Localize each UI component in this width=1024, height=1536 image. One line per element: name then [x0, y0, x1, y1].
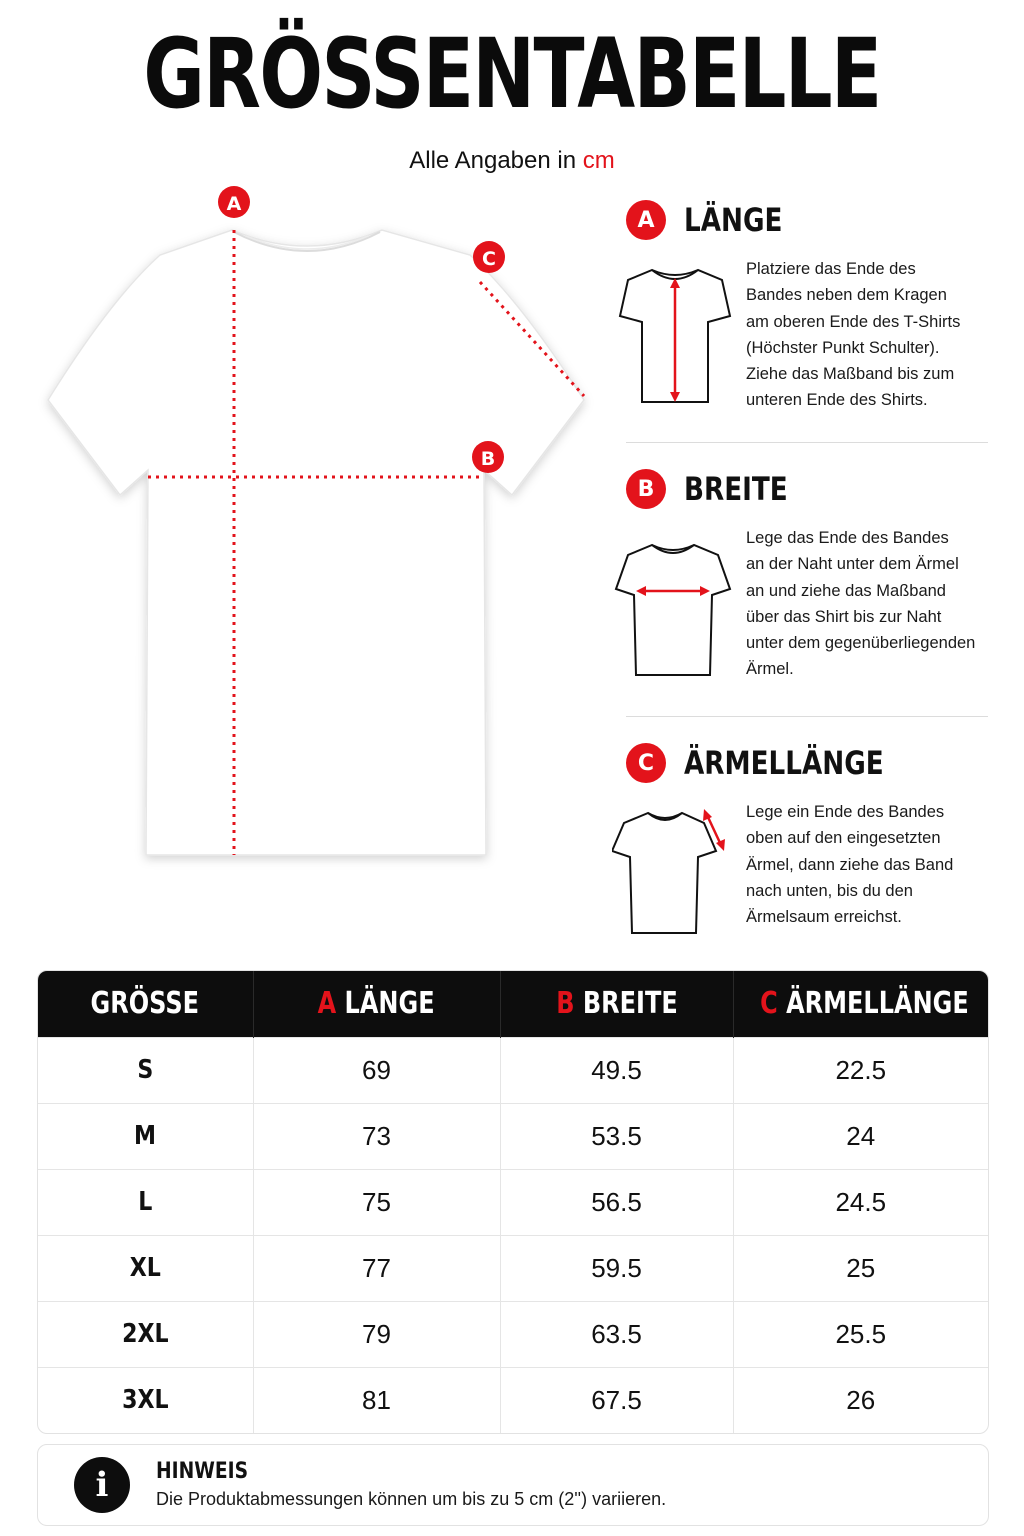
table-row	[38, 1235, 988, 1301]
section-divider	[626, 716, 988, 717]
table-row	[38, 1037, 988, 1103]
section-length	[626, 198, 988, 410]
header-length: A LÄNGE	[253, 971, 500, 1037]
marker-b	[472, 441, 504, 473]
marker-c	[473, 241, 505, 273]
cell-sleeve: 22.5	[733, 1037, 988, 1103]
badge-b: B	[626, 469, 666, 509]
section-desc-length: Platziere das Ende des Bandes neben dem Kragen am oberen Ende des T-Shirts (Höchster Punkt Schulter). Ziehe das Maßband bis zum unteren Ende des Shirts.	[746, 260, 961, 410]
svg-text:A: A	[226, 193, 242, 215]
tshirt-length-icon	[612, 256, 732, 406]
cell-width: 53.5	[500, 1103, 733, 1169]
cell-length: 69	[253, 1037, 500, 1103]
cell-sleeve: 24	[733, 1103, 988, 1169]
header-width: B BREITE	[500, 971, 733, 1037]
header-sleeve: C ÄRMELLÄNGE	[759, 986, 969, 1022]
tshirt-width-icon	[612, 525, 732, 685]
section-width	[626, 467, 988, 679]
section-desc-width: Lege das Ende des Bandes an der Naht unter dem Ärmel an und ziehe das Maßband über das Shirt bis zur Naht unter dem gegenüberliegenden Ärmel.	[746, 529, 976, 679]
subtitle-prefix: Alle Angaben in	[409, 147, 577, 174]
note-text: Die Produktabmessungen können um bis zu 5 cm (2'') variieren.	[156, 1489, 667, 1509]
section-desc-sleeve: Lege ein Ende des Bandes oben auf den eingesetzten Ärmel, dann ziehe das Band nach unten, bis du den Ärmelsaum erreichst.	[746, 803, 954, 927]
note-box	[37, 1444, 989, 1526]
cell-length: 75	[253, 1169, 500, 1235]
cell-sleeve: 25.5	[733, 1301, 988, 1367]
size-table	[37, 970, 989, 1434]
cell-sleeve: 24.5	[733, 1169, 988, 1235]
tshirt-sleeve-icon	[612, 799, 742, 949]
header-size: GRÖSSE	[38, 971, 253, 1037]
marker-a	[218, 186, 250, 218]
cell-width: 67.5	[500, 1367, 733, 1433]
cell-size: 3XL	[38, 1367, 253, 1433]
cell-length: 81	[253, 1367, 500, 1433]
cell-sleeve: 25	[733, 1235, 988, 1301]
cell-size: L	[38, 1169, 253, 1235]
section-sleeve	[626, 741, 988, 927]
cell-size: M	[38, 1103, 253, 1169]
cell-size: 2XL	[38, 1301, 253, 1367]
table-row	[38, 1103, 988, 1169]
tshirt-shape	[48, 230, 584, 855]
subtitle-unit: cm	[582, 147, 615, 174]
cell-width: 63.5	[500, 1301, 733, 1367]
table-row	[38, 1301, 988, 1367]
section-title-sleeve: ÄRMELLÄNGE	[684, 744, 884, 782]
cell-length: 77	[253, 1235, 500, 1301]
page-subtitle	[0, 146, 1024, 176]
badge-a: A	[626, 200, 666, 240]
cell-width: 56.5	[500, 1169, 733, 1235]
table-row	[38, 1367, 988, 1433]
cell-length: 79	[253, 1301, 500, 1367]
table-header-row	[38, 971, 988, 1037]
cell-width: 59.5	[500, 1235, 733, 1301]
tshirt-measurement-diagram	[30, 180, 610, 880]
info-icon: i	[74, 1457, 130, 1513]
badge-c: C	[626, 743, 666, 783]
note-title: HINWEIS	[156, 1459, 249, 1484]
cell-length: 73	[253, 1103, 500, 1169]
section-title-length: LÄNGE	[684, 201, 783, 239]
cell-sleeve: 26	[733, 1367, 988, 1433]
cell-width: 49.5	[500, 1037, 733, 1103]
cell-size: XL	[38, 1235, 253, 1301]
page-title: GRÖSSENTABELLE	[143, 18, 881, 130]
section-divider	[626, 442, 988, 443]
section-title-width: BREITE	[684, 470, 788, 508]
svg-text:C: C	[482, 248, 496, 270]
cell-size: S	[38, 1037, 253, 1103]
table-row	[38, 1169, 988, 1235]
svg-text:B: B	[480, 448, 496, 470]
